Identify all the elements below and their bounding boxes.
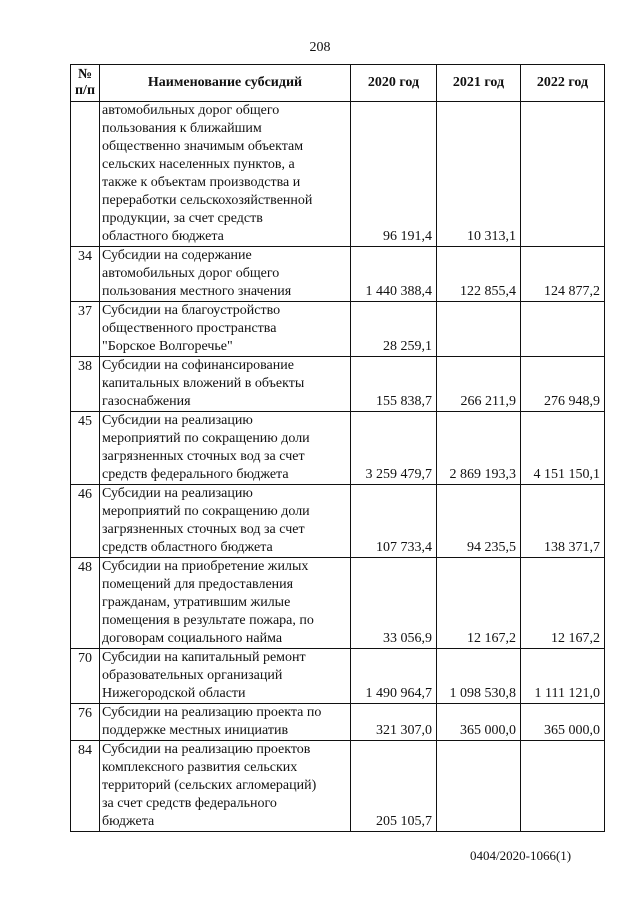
row-2021: 266 211,9 (437, 357, 521, 412)
row-name-text: автомобильных дорог общего пользования к ближайшим общественно значимым объектам сельских населенных пунктов, а также к объектам производства и переработки сельскохозяйственной продукции, за счет средств областного бюджета (102, 103, 313, 244)
row-number: 46 (71, 485, 100, 558)
page-number: 208 (309, 40, 331, 55)
header-name: Наименование субсидий (100, 65, 351, 102)
row-2022: 4 151 150,1 (521, 412, 605, 485)
row-name (100, 102, 351, 247)
row-2020: 3 259 479,7 (351, 412, 437, 485)
row-2021: 94 235,5 (437, 485, 521, 558)
row-2021 (437, 741, 521, 832)
table-row (71, 357, 605, 412)
table-row (71, 558, 605, 649)
row-number: 48 (71, 558, 100, 649)
row-name (100, 741, 351, 832)
table-header-row (71, 65, 605, 102)
row-2020: 321 307,0 (351, 704, 437, 741)
row-2020: 155 838,7 (351, 357, 437, 412)
row-2022: 276 948,9 (521, 357, 605, 412)
row-name (100, 704, 351, 741)
row-2020: 1 440 388,4 (351, 247, 437, 302)
header-number: № п/п (71, 65, 100, 102)
row-number (71, 102, 100, 247)
table-row (71, 247, 605, 302)
row-number: 45 (71, 412, 100, 485)
header-2021: 2021 год (437, 65, 521, 102)
table-row (71, 412, 605, 485)
row-2022: 12 167,2 (521, 558, 605, 649)
row-2020: 33 056,9 (351, 558, 437, 649)
row-name (100, 302, 351, 357)
row-2021: 2 869 193,3 (437, 412, 521, 485)
row-2020: 205 105,7 (351, 741, 437, 832)
row-2020: 1 490 964,7 (351, 649, 437, 704)
row-name (100, 485, 351, 558)
row-number: 34 (71, 247, 100, 302)
row-name-text: Субсидии на приобретение жилых помещений для предоставления гражданам, утратившим жилые помещения в результате пожара, по договорам социального найма (102, 559, 314, 646)
table-row (71, 485, 605, 558)
table-row (71, 741, 605, 832)
document-code: 0404/2020-1066(1) (470, 848, 572, 863)
row-name (100, 649, 351, 704)
row-name (100, 412, 351, 485)
row-2021: 122 855,4 (437, 247, 521, 302)
row-2020: 96 191,4 (351, 102, 437, 247)
row-name-text: Субсидии на софинансирование капитальных вложений в объекты газоснабжения (102, 358, 305, 409)
row-name-text: Субсидии на реализацию проекта по поддержке местных инициатив (102, 705, 322, 738)
row-name-text: Субсидии на содержание автомобильных дорог общего пользования местного значения (102, 248, 292, 299)
row-number: 76 (71, 704, 100, 741)
row-2021: 365 000,0 (437, 704, 521, 741)
row-2022 (521, 741, 605, 832)
row-2021: 12 167,2 (437, 558, 521, 649)
row-name-text: Субсидии на реализацию мероприятий по сокращению доли загрязненных сточных вод за счет средств областного бюджета (102, 486, 310, 555)
row-2021: 1 098 530,8 (437, 649, 521, 704)
row-2021 (437, 302, 521, 357)
row-number: 38 (71, 357, 100, 412)
row-number: 84 (71, 741, 100, 832)
row-name-text: Субсидии на капитальный ремонт образовательных организаций Нижегородской области (102, 650, 306, 701)
table-row (71, 649, 605, 704)
row-2022: 124 877,2 (521, 247, 605, 302)
row-name-text: Субсидии на реализацию мероприятий по сокращению доли загрязненных сточных вод за счет средств федерального бюджета (102, 413, 310, 482)
row-number: 70 (71, 649, 100, 704)
header-2022: 2022 год (521, 65, 605, 102)
row-name-text: Субсидии на реализацию проектов комплексного развития сельских территорий (сельских агломераций) за счет средств федерального бюджета (102, 742, 317, 829)
row-2022 (521, 302, 605, 357)
row-2021: 10 313,1 (437, 102, 521, 247)
row-2020: 28 259,1 (351, 302, 437, 357)
table-row (71, 102, 605, 247)
row-number: 37 (71, 302, 100, 357)
row-2022: 365 000,0 (521, 704, 605, 741)
row-2022: 1 111 121,0 (521, 649, 605, 704)
row-name (100, 558, 351, 649)
header-2020: 2020 год (351, 65, 437, 102)
row-2022 (521, 102, 605, 247)
table-row (71, 704, 605, 741)
table-row (71, 302, 605, 357)
row-2020: 107 733,4 (351, 485, 437, 558)
row-name (100, 357, 351, 412)
subsidies-table (70, 64, 605, 832)
row-2022: 138 371,7 (521, 485, 605, 558)
row-name-text: Субсидии на благоустройство общественного пространства "Борское Волгоречье" (102, 303, 281, 354)
row-name (100, 247, 351, 302)
